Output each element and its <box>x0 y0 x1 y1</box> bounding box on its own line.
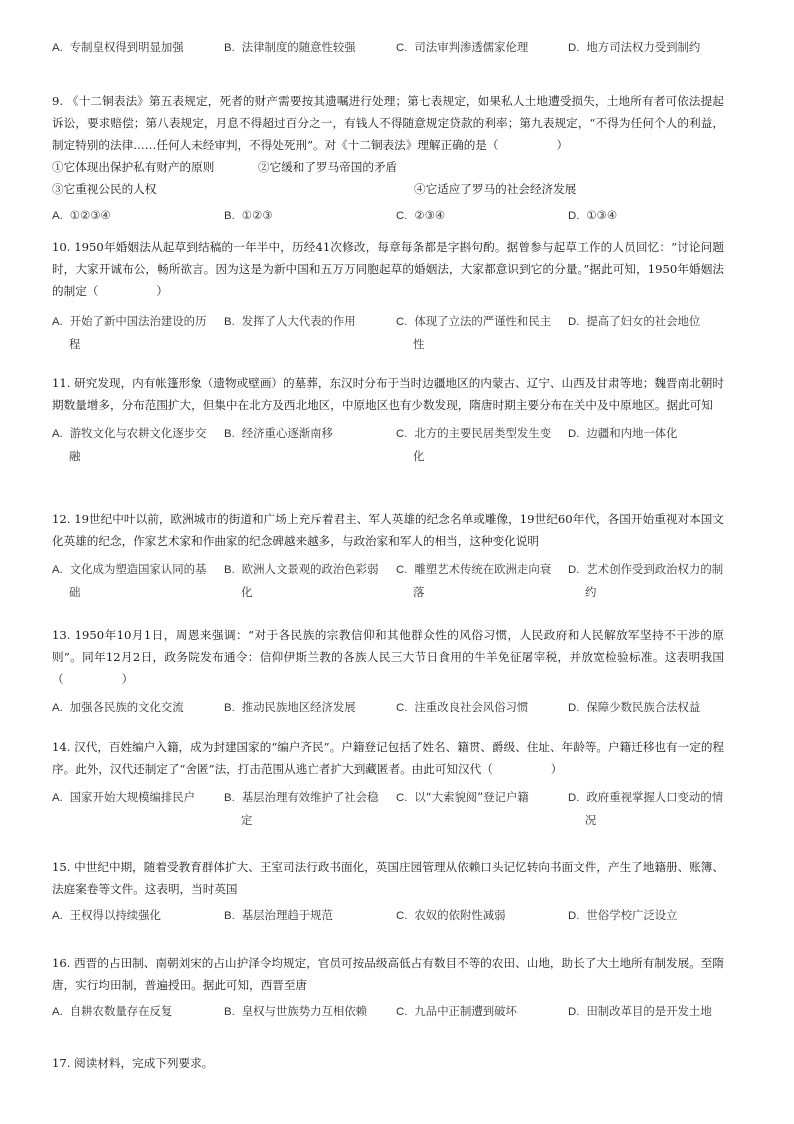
option-text: 基层治理趋于规范 <box>241 908 333 922</box>
question-stem: 15. 中世纪中期，随着受教育群体扩大、王室司法行政书面化，英国庄园管理从依赖口头记忆转向书面文件，产生了地籍册、账簿、法庭案卷等文件。这表明，当时英国 <box>52 860 724 896</box>
question-stem: 17. 阅读材料，完成下列要求。 <box>52 1056 214 1070</box>
option-d[interactable]: D. 艺术创作受到政治权力的制 约 <box>568 562 724 599</box>
statement-row <box>52 156 724 178</box>
option-c[interactable]: C. 司法审判渗透儒家伦理 <box>396 40 529 54</box>
option-b[interactable]: B. 欧洲人文景观的政治色彩弱 化 <box>224 562 379 599</box>
option-text: ②③④ <box>414 208 446 222</box>
option-d[interactable]: D. 保障少数民族合法权益 <box>568 700 701 714</box>
options-row <box>52 904 724 948</box>
option-d[interactable]: D. 世俗学校广泛设立 <box>568 908 678 922</box>
option-text: 法律制度的随意性较强 <box>241 40 356 54</box>
option-a[interactable]: A. 专制皇权得到明显加强 <box>52 40 184 54</box>
option-a[interactable]: A. 自耕农数量存在反复 <box>52 1004 173 1018</box>
question-stem: 12. 19世纪中叶以前，欧洲城市的街道和广场上充斥着君主、军人英雄的纪念名单或雕像，19世纪60年代，各国开始重视对本国文化英雄的纪念，作家艺术家和作曲家的纪念碑越来越多，与政治家和军人的相当，这种变化说明 <box>52 512 725 548</box>
option-b[interactable]: B. 法律制度的随意性较强 <box>224 40 356 54</box>
question-stem: 13. 1950年10月1日，周恩来强调：“对于各民族的宗教信仰和其他群众性的风俗习惯，人民政府和人民解放军坚持不干涉的原则”。同年12月2日，政务院发布通令：信仰伊斯兰教的各族人民三大节日食用的牛羊免征屠宰税，并放宽检验标准。这表明我国（ ） <box>52 628 724 686</box>
question-11 <box>52 372 724 466</box>
question-8 <box>52 36 724 80</box>
option-d[interactable]: D. 边疆和内地一体化 <box>568 426 678 440</box>
option-c[interactable]: C. 雕塑艺术传统在欧洲走向衰 落 <box>396 562 552 599</box>
question-16 <box>52 952 724 1044</box>
question-stem: 16. 西晋的占田制、南朝刘宋的占山护泽令均规定，官员可按品级高低占有数目不等的农田、山地，助长了大土地所有制发展。至隋唐，实行均田制，普遍授田。据此可知，西晋至唐 <box>52 956 724 992</box>
option-text: 九品中正制遭到破坏 <box>414 1004 517 1018</box>
option-b[interactable]: B. 基层治理有效维护了社会稳 定 <box>224 790 379 827</box>
option-text: 注重改良社会风俗习惯 <box>414 700 529 714</box>
option-text: ①②③④ <box>69 208 111 222</box>
question-13 <box>52 624 724 740</box>
option-c[interactable]: C. 农奴的依附性减弱 <box>396 908 506 922</box>
option-text: 自耕农数量存在反复 <box>69 1004 173 1018</box>
option-text: 加强各民族的文化交流 <box>69 700 184 714</box>
option-d[interactable]: D. ①③④ <box>568 208 618 222</box>
option-text: ①②③ <box>241 208 273 222</box>
option-c[interactable]: C. 注重改良社会风俗习惯 <box>396 700 529 714</box>
option-c[interactable]: C. ②③④ <box>396 208 446 222</box>
options-row <box>52 786 724 830</box>
statement-1: ①它体现出保护私有财产的原则 <box>52 160 215 174</box>
question-9 <box>52 90 724 248</box>
options-row <box>52 422 724 466</box>
option-text: 司法审判渗透儒家伦理 <box>414 40 529 54</box>
option-c[interactable]: C. 体现了立法的严谨性和民主 性 <box>396 314 552 351</box>
option-text: ①③④ <box>586 208 618 222</box>
option-b[interactable]: B. 基层治理趋于规范 <box>224 908 333 922</box>
question-stem: 9. 《十二铜表法》第五表规定，死者的财产需要按其遗嘱进行处理；第七表规定，如果私人土地遭受损失，土地所有者可依法提起诉讼，要求赔偿；第八表规定，月息不得超过百分之一，有钱人不得随意规定贷款的利率；第九表规定，“不得为任何个人的利益，制定特别的法律……任何人未经审判，不得处死刑”。对《十二铜表法》理解正确的是（ ） <box>52 94 724 152</box>
option-c[interactable]: C. 北方的主要民居类型发生变 化 <box>396 426 552 463</box>
question-15 <box>52 856 724 948</box>
option-text: 田制改革目的是开发土地 <box>586 1004 712 1018</box>
options-row <box>52 1000 724 1044</box>
statement-row <box>52 178 724 200</box>
option-b[interactable]: B. 经济重心逐渐南移 <box>224 426 333 440</box>
option-text: 世俗学校广泛设立 <box>586 908 678 922</box>
option-d[interactable]: D. 地方司法权力受到制约 <box>568 40 701 54</box>
question-stem: 14. 汉代，百姓编户入籍，成为封建国家的“编户齐民”。户籍登记包括了姓名、籍贯、爵级、住址、年龄等。户籍迁移也有一定的程序。此外，汉代还制定了“舍匿”法，打击范围从逃亡者扩大到藏匿者。由此可知汉代（ ） <box>52 740 725 776</box>
question-14 <box>52 736 724 830</box>
statement-2: ②它缓和了罗马帝国的矛盾 <box>258 160 398 174</box>
question-17 <box>52 1052 724 1074</box>
option-text: 推动民族地区经济发展 <box>241 700 356 714</box>
options-row <box>52 558 724 602</box>
option-a[interactable]: A. 国家开始大规模编排民户 <box>52 790 196 804</box>
statement-4: ④它适应了罗马的社会经济发展 <box>414 182 577 196</box>
option-a[interactable]: A. 文化成为塑造国家认同的基 础 <box>52 562 207 599</box>
option-a[interactable]: A. ①②③④ <box>52 208 111 222</box>
question-10 <box>52 236 724 354</box>
option-b[interactable]: B. ①②③ <box>224 208 273 222</box>
option-a[interactable]: A. 王权得以持续强化 <box>52 908 161 922</box>
option-text: 地方司法权力受到制约 <box>586 40 701 54</box>
options-row <box>52 310 724 354</box>
option-d[interactable]: D. 政府重视掌握人口变动的情 况 <box>568 790 724 827</box>
question-stem: 10. 1950年婚姻法从起草到结稿的一年半中，历经41次修改，每章每条都是字斟句酌。据曾参与起草工作的人员回忆：“讨论问题时，大家开诚布公，畅所欲言。因为这是为新中国和五万万同胞起草的婚姻法，大家都意识到它的分量。”据此可知，1950年婚姻法的制定（ ） <box>52 240 724 298</box>
option-text: 农奴的依附性减弱 <box>414 908 506 922</box>
option-b[interactable]: B. 推动民族地区经济发展 <box>224 700 356 714</box>
option-b[interactable]: B. 发挥了人大代表的作用 <box>224 314 356 328</box>
option-c[interactable]: C. 以“大索貌阅”登记户籍 <box>396 790 529 804</box>
option-c[interactable]: C. 九品中正制遭到破坏 <box>396 1004 517 1018</box>
options-row <box>52 36 724 80</box>
option-text: 王权得以持续强化 <box>69 908 161 922</box>
option-a[interactable]: A. 开始了新中国法治建设的历 程 <box>52 314 207 351</box>
option-d[interactable]: D. 田制改革目的是开发土地 <box>568 1004 712 1018</box>
option-text: 保障少数民族合法权益 <box>586 700 701 714</box>
option-text: 皇权与世族势力互相依赖 <box>241 1004 368 1018</box>
option-a[interactable]: A. 加强各民族的文化交流 <box>52 700 184 714</box>
option-b[interactable]: B. 皇权与世族势力互相依赖 <box>224 1004 368 1018</box>
options-row <box>52 696 724 740</box>
option-a[interactable]: A. 游牧文化与农耕文化逐步交 融 <box>52 426 207 463</box>
option-d[interactable]: D. 提高了妇女的社会地位 <box>568 314 701 328</box>
option-text: 专制皇权得到明显加强 <box>69 40 184 54</box>
statement-3: ③它重视公民的人权 <box>52 182 157 196</box>
question-stem: 11. 研究发现，内有帐篷形象（遗物或壁画）的墓葬，东汉时分布于当时边疆地区的内蒙古、辽宁、山西及甘肃等地；魏晋南北朝时期数量增多，分布范围扩大，但集中在北方及西北地区，中原地区也有少数发现，隋唐时期主要分布在关中及中原地区。据此可知 <box>52 376 724 412</box>
question-12 <box>52 508 724 602</box>
